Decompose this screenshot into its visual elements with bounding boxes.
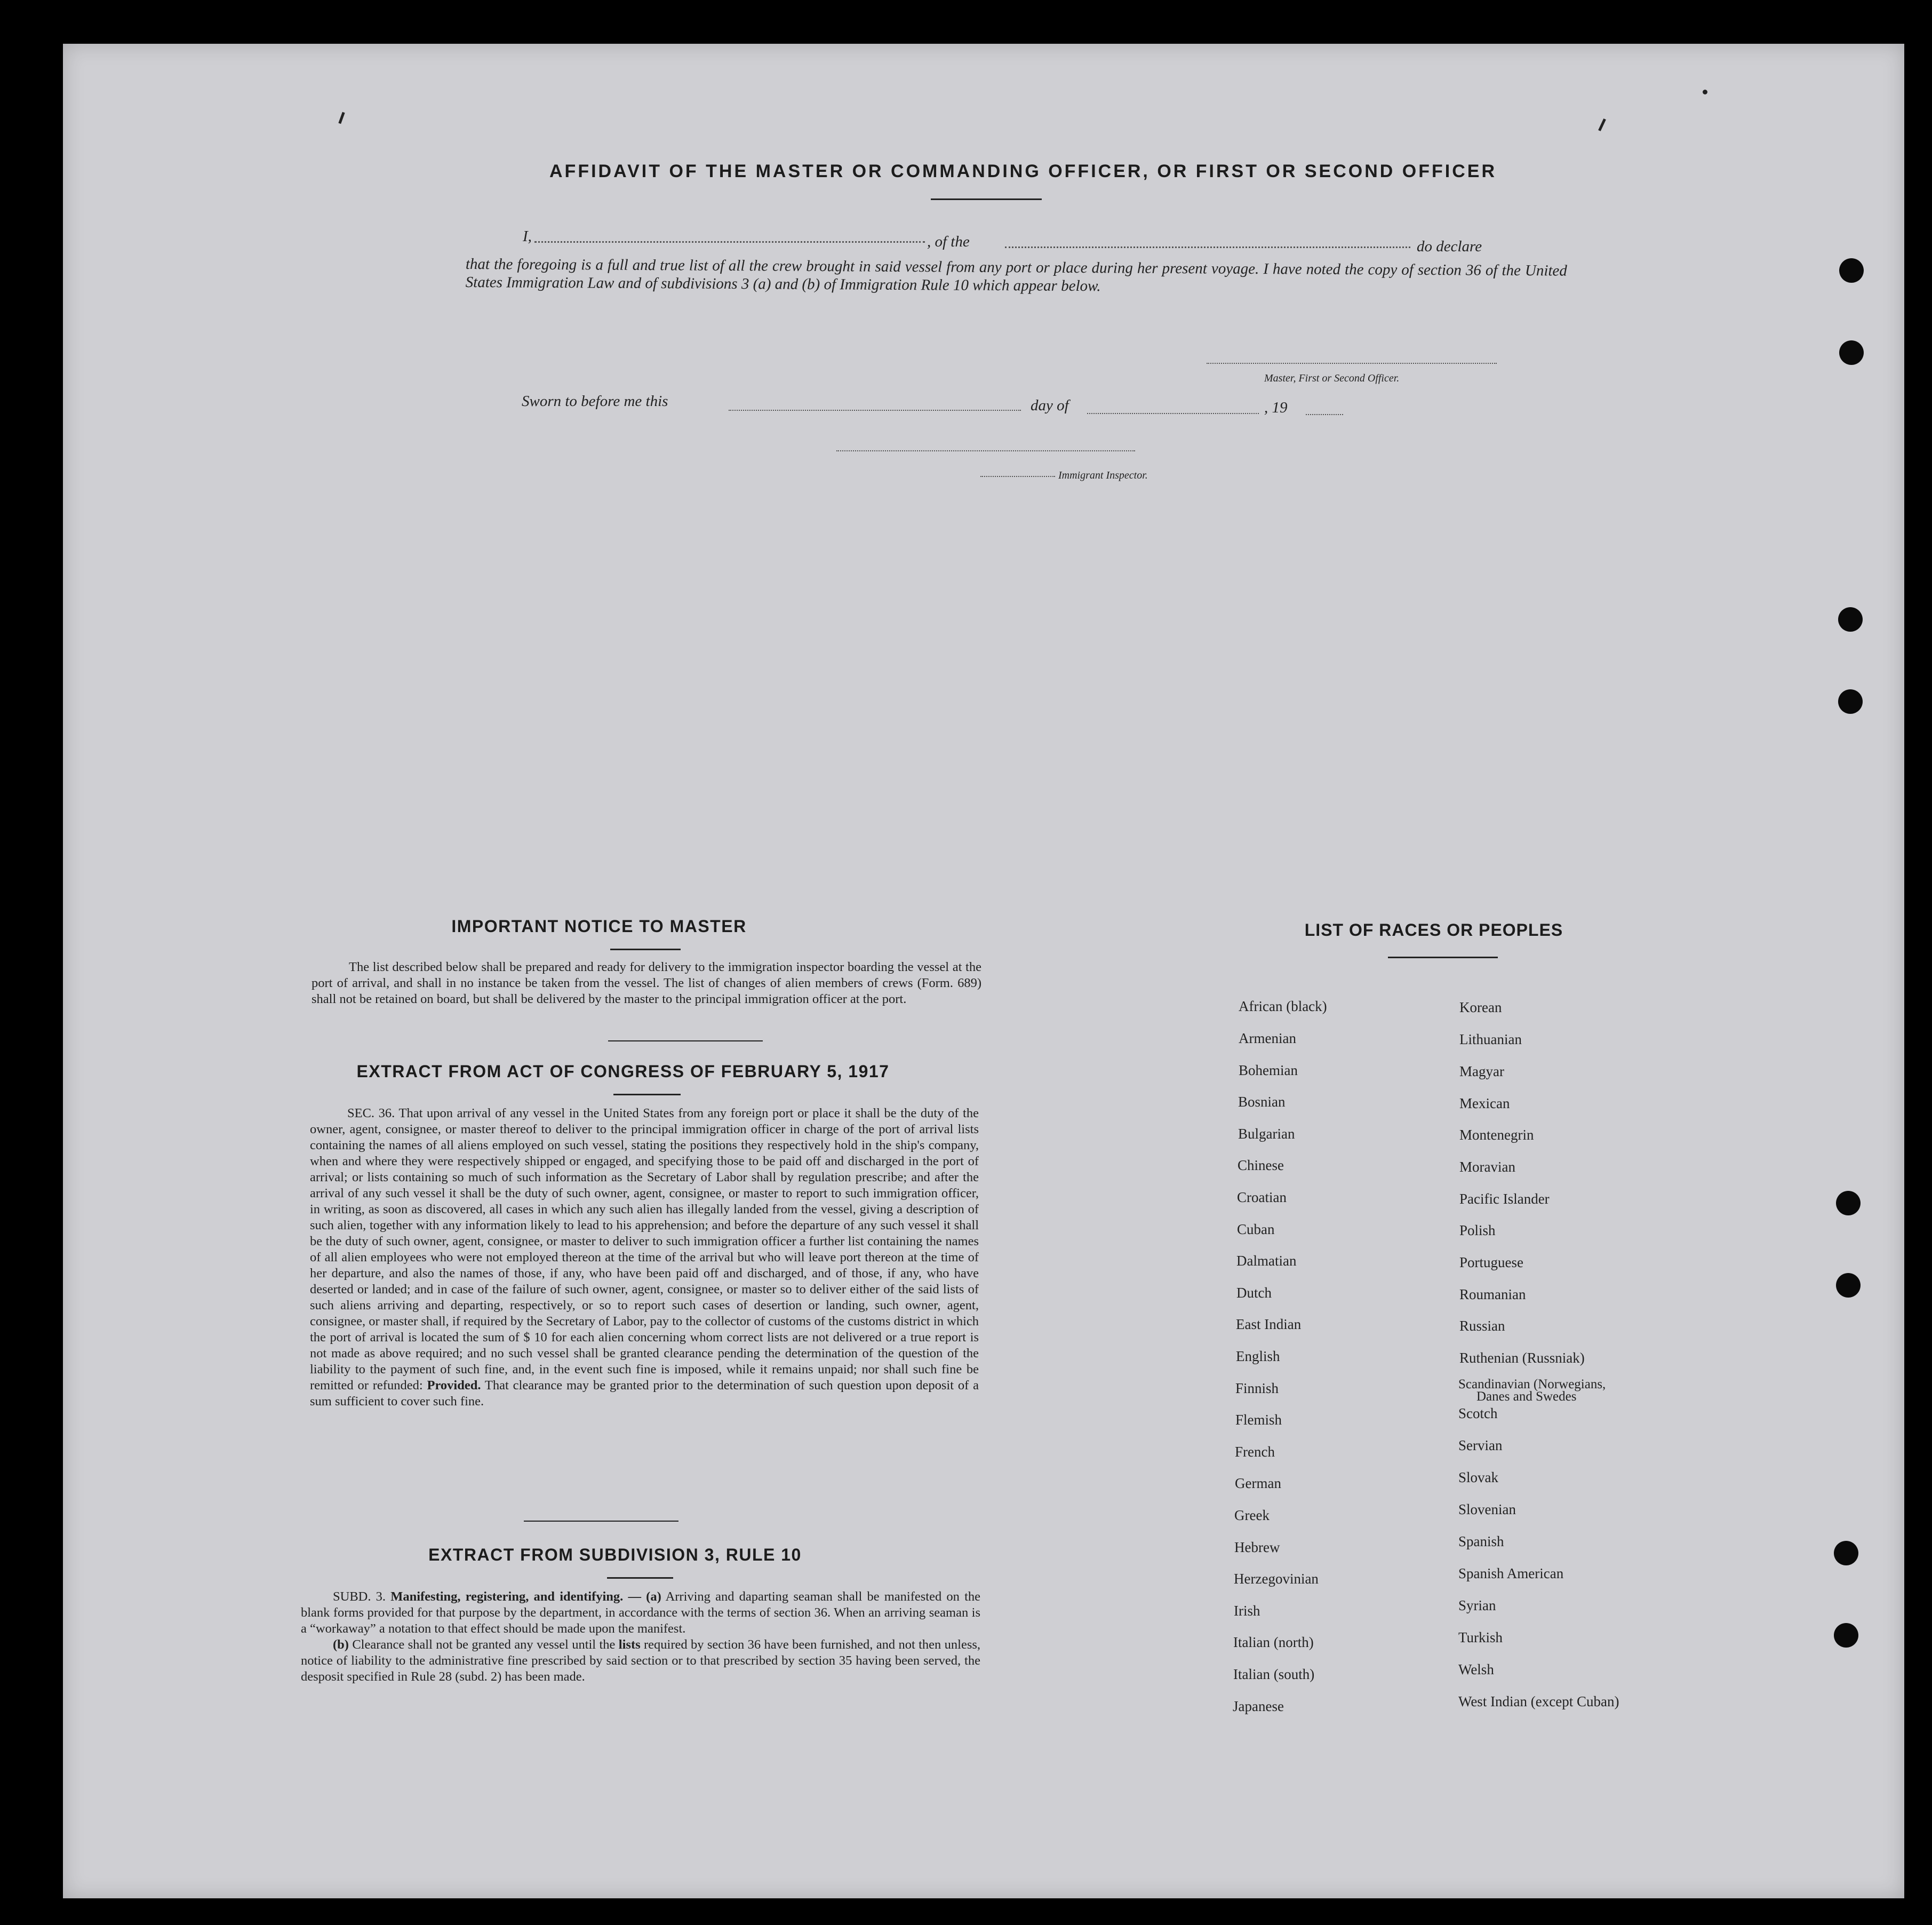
punch-hole: [1834, 1623, 1858, 1648]
race-item: Roumanian: [1459, 1286, 1526, 1302]
act-body: [310, 1105, 979, 1410]
race-item: Herzegovinian: [1234, 1571, 1319, 1587]
races-title: LIST OF RACES OR PEOPLES: [1304, 920, 1563, 940]
name-field[interactable]: [534, 241, 925, 243]
rule-rule: [607, 1577, 673, 1579]
vessel-field[interactable]: [1005, 246, 1410, 248]
race-item: Polish: [1459, 1222, 1496, 1238]
race-item: Scotch: [1458, 1405, 1498, 1421]
race-item: Mexican: [1459, 1095, 1510, 1111]
race-item: West Indian (except Cuban): [1458, 1693, 1619, 1709]
document-page: [63, 44, 1904, 1898]
sworn-month-field[interactable]: [1087, 413, 1259, 414]
notice-title: IMPORTANT NOTICE TO MASTER: [451, 917, 747, 936]
race-item: Scandinavian (Norwegians,: [1458, 1377, 1606, 1391]
race-item: Dutch: [1236, 1285, 1272, 1301]
race-item: Spanish American: [1458, 1565, 1564, 1581]
race-item: Montenegrin: [1459, 1127, 1534, 1143]
race-item: Servian: [1458, 1437, 1503, 1453]
day-of-label: day of: [1031, 397, 1069, 414]
race-item: Moravian: [1459, 1159, 1515, 1175]
act-text-end: That clearance may be granted prior to the determination of such question upon deposit of a sum sufficient to cover such fine.: [310, 1378, 979, 1409]
of-the-label: , of the: [927, 233, 970, 250]
notice-rule: [610, 949, 681, 950]
race-item: Flemish: [1235, 1412, 1282, 1428]
rule-title: EXTRACT FROM SUBDIVISION 3, RULE 10: [428, 1545, 802, 1564]
race-item: Lithuanian: [1459, 1031, 1522, 1047]
race-item: Bosnian: [1238, 1094, 1286, 1110]
race-item: French: [1235, 1444, 1275, 1460]
year-label: , 19: [1264, 399, 1288, 416]
subd-b-lists: lists: [618, 1637, 641, 1652]
race-item: Croatian: [1237, 1189, 1287, 1205]
race-item: Russian: [1459, 1318, 1505, 1334]
rule-body: [301, 1589, 980, 1685]
race-item: Dalmatian: [1236, 1253, 1297, 1269]
race-item: Cuban: [1237, 1221, 1275, 1237]
subd-b-label: (b): [333, 1637, 349, 1652]
race-item: Turkish: [1458, 1629, 1503, 1645]
race-item: East Indian: [1236, 1316, 1302, 1332]
race-item: Portuguese: [1459, 1254, 1523, 1270]
race-item: English: [1236, 1348, 1280, 1364]
race-item: Slovak: [1458, 1469, 1499, 1485]
race-item: Chinese: [1238, 1157, 1284, 1173]
race-item: Italian (south): [1233, 1666, 1315, 1682]
race-item: Italian (north): [1233, 1634, 1314, 1650]
signature-caption: Master, First or Second Officer.: [1264, 372, 1400, 384]
pencil-mark: [338, 112, 345, 124]
race-item: Finnish: [1235, 1380, 1279, 1396]
punch-hole: [1836, 1191, 1861, 1215]
notice-end-rule: [608, 1040, 763, 1041]
act-text: SEC. 36. That upon arrival of any vessel in the United States from any foreign port or place it shall be the duty of the owner, agent, consignee, or master thereof to deliver to the principal immigration officer in charge of the port of arrival lists containing the names of all aliens employed on such vessel, stating the positions they respectively hold in the ship's company, when and where they were respectively shipped or engaged, and specifying those to be paid off and discharged in the port of arrival; or lists containing so much of such information as the Secretary of Labor shall by regulation prescribe; and after the arrival of any such vessel it shall be the duty of such owner, agent, consignee, or master to report to such immigration officer, in writing, as soon as discovered, all cases in which any such alien has illegally landed from the vessel, giving a description of such alien, together with any information likely to lead to his apprehension; and before the departure of any such vessel it shall be the duty of such owner, agent, consignee, or master to deliver to such immigration officer a further list containing the names of all alien employees who were not employed thereon at the time of the arrival but who will leave port thereon at the time of her departure, and also the names of those, if any, who have been paid off and discharged, and of those, if any, who have deserted or landed; and in case of the failure of such owner, agent, consignee, or master so to deliver either of the said lists of such aliens arriving and departing, respectively, or so to report such cases of desertion or landing, such owner, agent, consignee, or master shall, if required by the Secretary of Labor, pay to the collector of customs of the customs district in which the port of arrival is located the sum of $ 10 for each alien concerning whom correct lists are not delivered or a true report is not made as above required; and no such vessel shall be granted clearance pending the determination of the question of the liability to the payment of such fine, and, in the event such fine is imposed, while it remains unpaid; nor shall such fine be remitted or refunded:: [310, 1106, 979, 1393]
race-item: Armenian: [1239, 1030, 1296, 1046]
race-item: German: [1235, 1475, 1281, 1491]
punch-hole: [1838, 607, 1863, 632]
race-item: Ruthenian (Russniak): [1459, 1350, 1585, 1366]
act-rule: [613, 1094, 681, 1095]
year-field[interactable]: [1306, 414, 1343, 415]
subd-b-text-2: required by section 36 have been furnished, and not then unless, notice of liability to the administrative fine prescribed by said section or to that prescribed by section 35 having been served, the desposit specified in Rule 28 (subd. 2) has been made.: [301, 1637, 981, 1684]
punch-hole: [1839, 340, 1864, 365]
races-rule: [1388, 957, 1498, 958]
race-item: Korean: [1459, 999, 1502, 1015]
punch-hole: [1838, 689, 1863, 714]
notice-body: The list described below shall be prepared and ready for delivery to the immigration inspector boarding the vessel at the port of arrival, and shall in no instance be taken from the vessel. The list of changes of alien members of crews (Form. 689) shall not be retained on board, but shall be delivered by the master to the principal immigration officer at the port.: [312, 960, 981, 1006]
act-end-rule: [524, 1521, 678, 1522]
race-item: Hebrew: [1234, 1539, 1280, 1555]
sworn-label: Sworn to before me this: [522, 393, 668, 410]
race-item: Pacific Islander: [1459, 1191, 1550, 1207]
signature-field[interactable]: [1207, 363, 1497, 364]
punch-hole: [1836, 1273, 1861, 1298]
act-provided: Provided.: [427, 1378, 481, 1393]
do-declare-label: do declare: [1417, 238, 1482, 255]
race-item: Greek: [1234, 1507, 1270, 1523]
affidavit-title: AFFIDAVIT OF THE MASTER OR COMMANDING OFFICER, OR FIRST OR SECOND OFFICER: [549, 161, 1497, 181]
inspector-caption: Immigrant Inspector.: [1058, 470, 1148, 481]
subd-prefix: SUBD. 3.: [333, 1589, 386, 1604]
punch-hole: [1839, 258, 1864, 283]
sworn-day-field[interactable]: [729, 410, 1021, 411]
inspector-field[interactable]: [836, 450, 1135, 451]
i-label: I,: [523, 228, 532, 245]
race-item: Japanese: [1233, 1698, 1284, 1714]
race-item: Bohemian: [1239, 1062, 1298, 1078]
race-item: Danes and Swedes: [1476, 1389, 1577, 1404]
race-item: Slovenian: [1458, 1501, 1516, 1517]
act-title: EXTRACT FROM ACT OF CONGRESS OF FEBRUARY 5, 1917: [356, 1062, 890, 1081]
affidavit-body: that the foregoing is a full and true list of all the crew brought in said vessel from any port or place during her present voyage. I have noted the copy of section 36 of the United States Immigration Law and of subdivisions 3 (a) and (b) of Immigration Rule 10 which appear below.: [465, 255, 1567, 295]
race-item: Bulgarian: [1238, 1126, 1295, 1142]
race-item: Syrian: [1458, 1597, 1496, 1613]
inspector-field-short[interactable]: [980, 476, 1055, 477]
race-item: Welsh: [1458, 1661, 1494, 1677]
race-item: Spanish: [1458, 1533, 1504, 1549]
race-item: African (black): [1239, 998, 1327, 1014]
subd-b-text-1: Clearance shall not be granted any vessel until the: [352, 1637, 616, 1652]
pencil-mark: [1598, 118, 1606, 131]
punch-hole: [1834, 1541, 1858, 1565]
subd-heading: Manifesting, registering, and identifying. — (a): [390, 1589, 661, 1604]
race-item: Magyar: [1459, 1063, 1504, 1079]
race-item: Irish: [1234, 1603, 1260, 1619]
title-rule: [931, 198, 1042, 200]
ink-dot: [1703, 90, 1707, 94]
subd-a-text: Arriving and daparting seaman shall be manifested on the blank forms provided for that purpose by the department, in accordance with the terms of section 36. When an arriving seaman is a “workaway” a notation to that effect should be made upon the manifest.: [301, 1589, 981, 1636]
